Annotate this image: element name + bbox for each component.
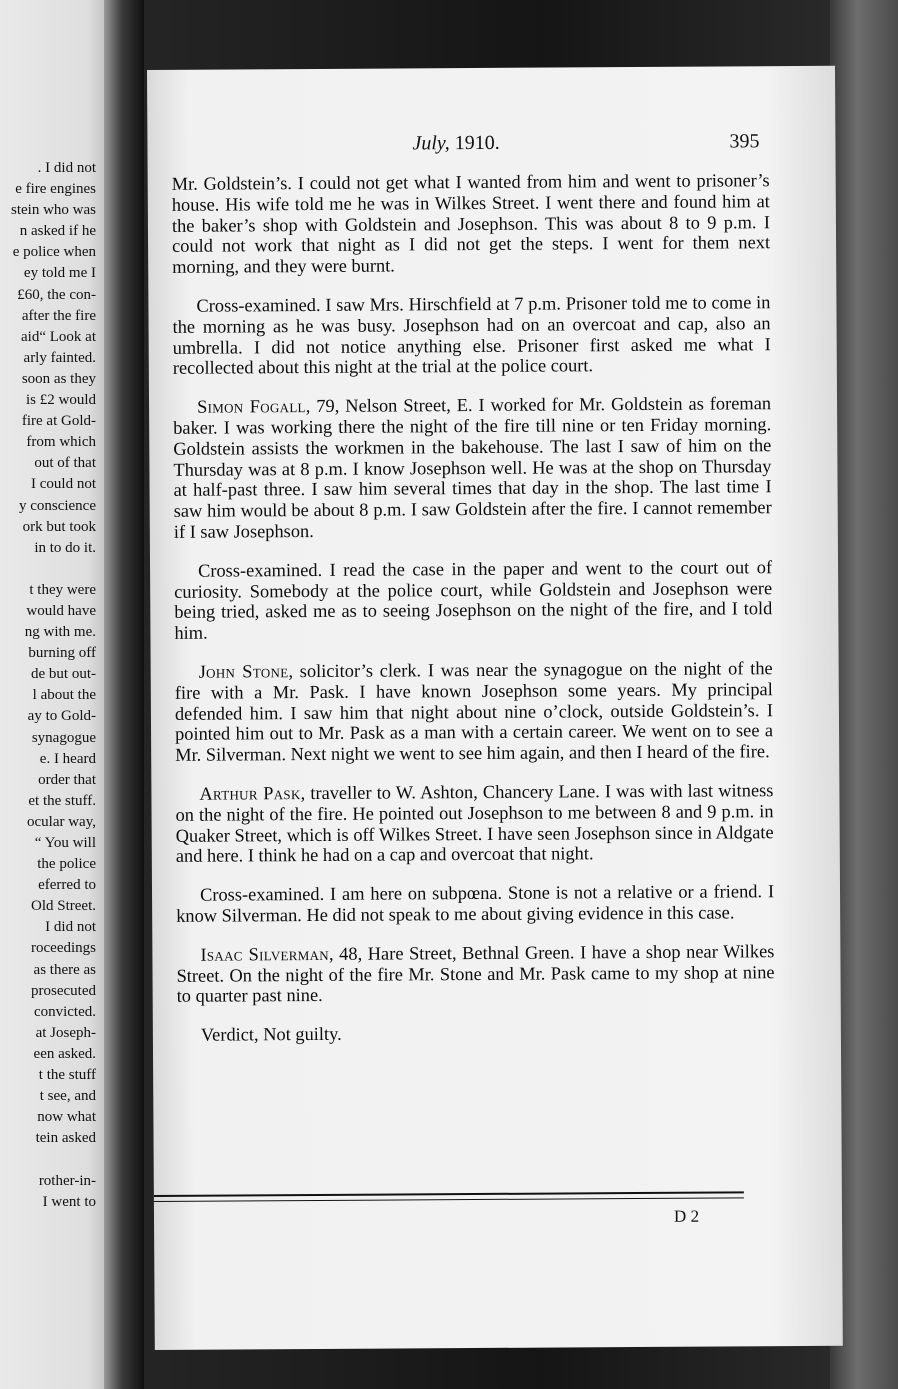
paragraph	[172, 170, 771, 278]
left-page-line: as there as	[33, 961, 96, 978]
left-page-line: I went to	[42, 1193, 96, 1210]
page-body	[172, 170, 775, 1046]
left-page-line: ng with me.	[24, 624, 96, 641]
paragraph-text: , 48, Hare Street, Bethnal Green. I have a shop near Wilkes Street. On the night of the fire Mr. Stone and Mr. Pask came to my shop at nine to quarter past nine.	[176, 940, 775, 1007]
running-head-month: July,	[412, 132, 450, 155]
paragraph-text: Verdict, Not guilty.	[200, 1023, 342, 1045]
left-page-line: burning off	[28, 645, 96, 662]
paragraph-text: , 79, Nelson Street, E. I worked for Mr. Goldstein as foreman baker. I was working there the night of the fire till nine or ten Friday morning. Goldstein assists the workmen in the bakehouse. The last I saw of him on the Thursday was at 8 p.m. I know Josephson well. He was at the shop on Thursday at half-past three. I saw him several times that day in the shop. The last time I saw him would be about 8 p.m. I saw Goldstein after the fire. I cannot remember if I saw Josephson.	[173, 393, 772, 542]
left-page-line: e police when	[12, 244, 96, 261]
left-page-line: e. I heard	[39, 750, 96, 767]
witness-name: Isaac Silverman	[200, 943, 330, 965]
witness-name: Simon Fogall	[196, 396, 306, 417]
left-page-line: Old Street.	[31, 898, 96, 915]
left-page-line: et the stuff.	[28, 792, 96, 809]
left-page-line: t the stuff	[38, 1067, 96, 1084]
left-page-line: order that	[38, 771, 96, 788]
left-page-line	[11, 1149, 96, 1170]
left-page-line: ork but took	[22, 518, 96, 535]
left-page-line: fire at Gold-	[21, 413, 96, 430]
paragraph	[175, 780, 773, 867]
left-page-line: een asked.	[33, 1045, 96, 1062]
book-gutter	[104, 0, 144, 1389]
left-page-line: y conscience	[18, 497, 96, 514]
left-page-line: . I did not	[37, 160, 96, 176]
left-page-line: synagogue	[31, 729, 96, 746]
page	[147, 66, 843, 1350]
footer-rule	[154, 1191, 744, 1197]
left-page-line: after the fire	[21, 307, 96, 324]
left-page-line: prosecuted	[31, 982, 96, 999]
paragraph-text: , solicitor’s clerk. I was near the synagogue on the night of the fire with a Mr. Pask. I have known Josephson some years. My principal defended him. I saw him that night about nine o’clock, outside Goldstein’s. I pointed him out to Mr. Pask as a man with a certain career. We went on to see a Mr. Silverman. Next night we went to see him again, and then I heard of the fire.	[174, 658, 774, 765]
left-page-line: £60, the con-	[17, 286, 96, 303]
left-page-line: t see, and	[39, 1088, 96, 1105]
left-page-line: at Joseph-	[35, 1024, 96, 1041]
left-page-line: tein asked	[35, 1130, 96, 1147]
running-head-year: 1910.	[454, 131, 500, 155]
paragraph-text: Cross-examined. I saw Mrs. Hirschfield at 7 p.m. Prisoner told me to come in the morning as he was busy. Josephson had on an overcoat and cap, also an umbrella. I did not notice anything else. Prisoner first asked me what I recollected about this night at the trial at the police court.	[172, 292, 771, 379]
left-page-line: from which	[26, 434, 96, 451]
left-page-line: I could not	[31, 476, 96, 493]
paragraph	[176, 881, 774, 926]
left-page-line: rother-in-	[38, 1172, 96, 1189]
paragraph	[174, 557, 772, 644]
page-header	[147, 130, 835, 162]
left-page-line: I did not	[45, 919, 96, 936]
left-page-line: out of that	[34, 455, 96, 472]
paragraph	[172, 292, 770, 379]
page-number: 395	[729, 130, 760, 153]
left-page-line: t they were	[29, 581, 96, 598]
left-page-line: convicted.	[33, 1003, 96, 1020]
footer-rule-thin	[154, 1197, 744, 1202]
left-page-line: de but out-	[31, 666, 96, 683]
witness-name: Arthur Pask	[199, 782, 301, 804]
left-page-line: ey told me I	[23, 265, 96, 282]
witness-name: John Stone	[198, 661, 289, 682]
paragraph	[175, 658, 774, 766]
paragraph	[173, 393, 772, 542]
paragraph-text: Cross-examined. I am here on subpœna. Stone is not a relative or a friend. I know Silverman. He did not speak to me about giving evidence in this case.	[176, 881, 775, 926]
left-page-line: aid“ Look at	[21, 328, 96, 345]
left-page-text	[11, 158, 96, 1213]
left-page-line: ay to Gold-	[27, 708, 96, 725]
running-head	[412, 132, 499, 156]
paragraph-text: , traveller to W. Ashton, Chancery Lane. I was with last witness on the night of the fire. He pointed out Josephson to me between 8 and 9 p.m. in Quaker Street, which is off Wilkes Street. I have seen Josephson since in Aldgate and here. I think he had on a cap and overcoat that night.	[175, 780, 774, 867]
left-page-line: stein who was	[11, 202, 96, 219]
left-page-line: arly fainted.	[23, 349, 96, 366]
left-page-line: eferred to	[38, 877, 96, 894]
left-page-line: l about the	[32, 687, 96, 704]
paragraph-text: Mr. Goldstein’s. I could not get what I wanted from him and went to prisoner’s house. His wife told me he was in Wilkes Street. I went there and found him at the baker’s shop with Goldstein and Josephson. This was about 8 to 9 p.m. I could not work that night as I did not get the steps. I went for them next morning, and they were burnt.	[171, 170, 771, 278]
paragraph-text: Cross-examined. I read the case in the paper and went to the court out of curiosity. Somebody at the police court, while Goldstein and Josephson were being tried, asked me as to seeing Josephson on the night of the fire, and I told him.	[174, 556, 773, 643]
left-page	[0, 0, 110, 1389]
left-page-line: in to do it.	[34, 539, 96, 556]
signature-mark: D 2	[673, 1206, 700, 1226]
paragraph	[177, 1021, 775, 1045]
left-page-line: the police	[37, 856, 96, 873]
left-page-line: “ You will	[34, 835, 96, 851]
left-page-line: e fire engines	[15, 181, 96, 198]
left-page-line: now what	[37, 1109, 96, 1126]
left-page-line	[11, 559, 96, 580]
left-page-line: ocular way,	[27, 813, 96, 830]
left-page-line: is £2 would	[25, 392, 96, 409]
left-page-line: roceedings	[31, 940, 96, 957]
left-page-line: soon as they	[21, 370, 96, 387]
paragraph	[176, 941, 774, 1007]
left-page-line: would have	[26, 602, 96, 619]
left-page-line: n asked if he	[19, 223, 96, 240]
